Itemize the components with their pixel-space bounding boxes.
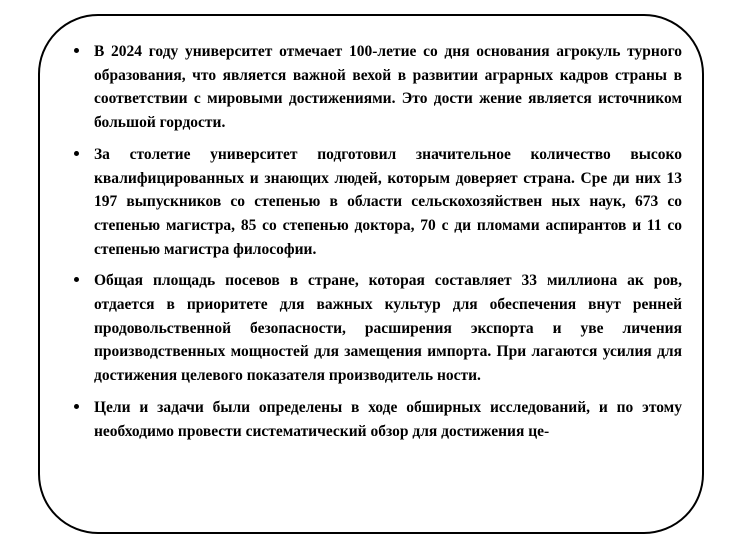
bullet-line: личения производственных мощностей для замещения импорта. При xyxy=(94,319,682,361)
bullet-list xyxy=(70,40,682,451)
bullet-line: ров, отдается в приоритете для важных культур для обеспечения внут xyxy=(94,272,682,314)
bullet-line: кадров страны в соответствии с мировыми достижениями. Это дости xyxy=(94,66,682,108)
bullet-icon xyxy=(70,40,82,64)
bullet-line: ренней продовольственной безопасности, расширения экспорта и уве xyxy=(94,296,682,337)
bullet-item-goals xyxy=(70,396,682,443)
bullet-item-graduates xyxy=(70,143,682,262)
bullet-line: лагаются усилия для достижения целевого показателя производитель xyxy=(94,343,683,385)
bullet-line: За столетие университет подготовил значительное количество высоко xyxy=(94,145,682,163)
bullet-icon xyxy=(70,269,82,293)
bullet-item-centenary xyxy=(70,40,682,135)
bullet-item-crop-area xyxy=(70,269,682,388)
bullet-line: Общая площадь посевов в стране, которая составляет 33 миллиона ак xyxy=(94,272,644,290)
bullet-line: Цели и задачи были определены в ходе обширных исследований, и по xyxy=(94,398,634,416)
bullet-line: В 2024 году университет отмечает 100-летие со дня основания агрокуль xyxy=(94,43,621,60)
bullet-line: этому необходимо провести систематический обзор для достижения це- xyxy=(94,398,682,440)
bullet-line: турного образования, что является важной вехой в развитии аграрных xyxy=(94,43,682,84)
bullet-line: квалифицированных и знающих людей, которым доверяет страна. Сре xyxy=(94,169,608,187)
bullet-icon xyxy=(70,143,82,167)
bullet-line: ди них 13 197 выпускников со степенью в области сельскохозяйствен xyxy=(94,169,682,211)
bullet-line: ности. xyxy=(436,367,481,385)
bullet-icon xyxy=(70,396,82,420)
bullet-line: жение является источником большой гордости. xyxy=(94,90,683,132)
bullet-line: пломами аспирантов и 11 со степенью магистра философии. xyxy=(94,216,683,258)
bullet-line: ных наук, 673 со степенью магистра, 85 со степенью доктора, 70 с ди xyxy=(94,193,683,234)
